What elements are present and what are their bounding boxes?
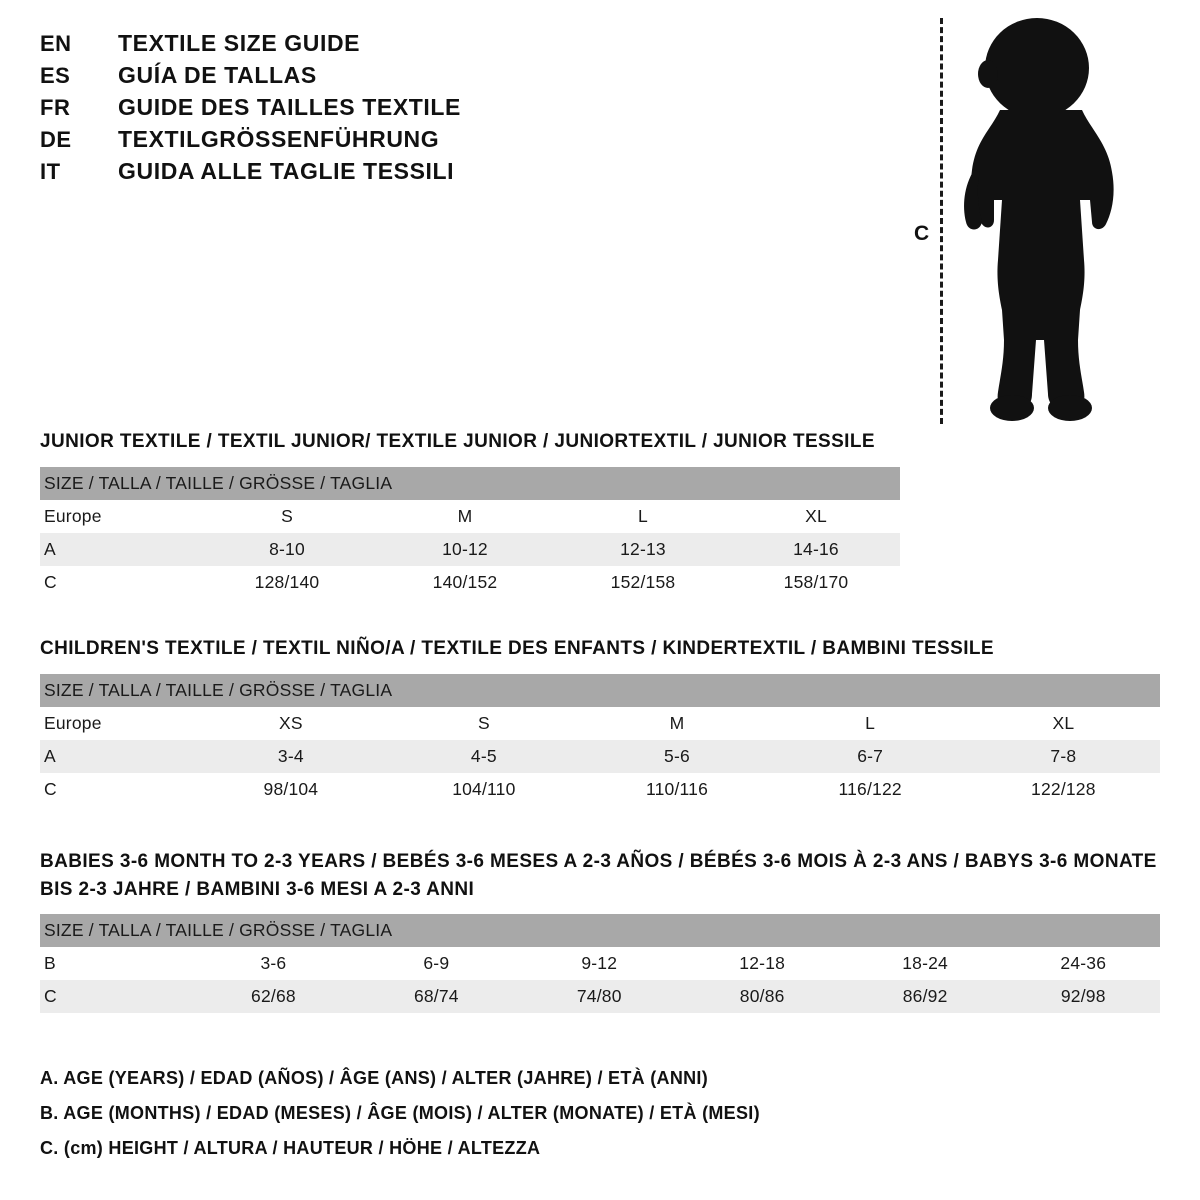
cell-value: 6-9	[355, 947, 518, 980]
language-code: FR	[40, 95, 71, 120]
cell-value: 152/158	[554, 566, 732, 599]
cell-value: 24-36	[1007, 947, 1160, 980]
cell-value: 3-6	[192, 947, 355, 980]
cell-value: 9-12	[518, 947, 681, 980]
row-label: C	[40, 566, 198, 599]
cell-value: 110/116	[580, 773, 773, 806]
language-row	[40, 62, 860, 89]
size-header-label: SIZE / TALLA / TAILLE / GRÖSSE / TAGLIA	[40, 914, 1160, 947]
cell-value: S	[387, 707, 580, 740]
cell-value: 12-13	[554, 533, 732, 566]
cell-value: XL	[732, 500, 900, 533]
section-junior	[40, 428, 1160, 599]
language-code: EN	[40, 31, 72, 56]
row-label: B	[40, 947, 192, 980]
legend-line-b: B. AGE (MONTHS) / EDAD (MESES) / ÂGE (MOIS) / ALTER (MONATE) / ETÀ (MESI)	[40, 1103, 760, 1123]
section-children	[40, 635, 1160, 806]
language-row	[40, 30, 860, 57]
cell-value: 3-4	[194, 740, 387, 773]
cell-value: 158/170	[732, 566, 900, 599]
cell-value: S	[198, 500, 376, 533]
legend-block	[40, 1068, 1140, 1173]
table-row	[40, 740, 1160, 773]
language-row	[40, 94, 860, 121]
language-row	[40, 158, 860, 185]
row-label: A	[40, 740, 194, 773]
language-code: IT	[40, 159, 61, 184]
size-header-label: SIZE / TALLA / TAILLE / GRÖSSE / TAGLIA	[40, 674, 1160, 707]
cell-value: XL	[967, 707, 1160, 740]
table-row	[40, 707, 1160, 740]
row-label: C	[40, 773, 194, 806]
cell-value: 74/80	[518, 980, 681, 1013]
cell-value: 18-24	[844, 947, 1007, 980]
language-title-block	[40, 30, 860, 190]
row-label: Europe	[40, 500, 198, 533]
section-babies	[40, 848, 1160, 1013]
table-row	[40, 980, 1160, 1013]
children-size-table	[40, 674, 1160, 806]
table-row	[40, 566, 900, 599]
language-code: ES	[40, 63, 71, 88]
table-header-row	[40, 914, 1160, 947]
legend-line-a: A. AGE (YEARS) / EDAD (AÑOS) / ÂGE (ANS) / ALTER (JAHRE) / ETÀ (ANNI)	[40, 1068, 709, 1088]
cell-value: L	[774, 707, 967, 740]
section-title: JUNIOR TEXTILE / TEXTIL JUNIOR/ TEXTILE JUNIOR / JUNIORTEXTIL / JUNIOR TESSILE	[40, 431, 875, 452]
cell-value: 98/104	[194, 773, 387, 806]
cell-value: 5-6	[580, 740, 773, 773]
row-label: A	[40, 533, 198, 566]
size-header-label: SIZE / TALLA / TAILLE / GRÖSSE / TAGLIA	[40, 467, 900, 500]
cell-value: L	[554, 500, 732, 533]
language-row	[40, 126, 860, 153]
guide-title: GUÍA DE TALLAS	[118, 62, 317, 88]
cell-value: 6-7	[774, 740, 967, 773]
cell-value: 116/122	[774, 773, 967, 806]
cell-value: 4-5	[387, 740, 580, 773]
table-row	[40, 500, 900, 533]
guide-title: GUIDE DES TAILLES TEXTILE	[118, 94, 461, 120]
cell-value: M	[376, 500, 554, 533]
cell-value: 68/74	[355, 980, 518, 1013]
language-code: DE	[40, 127, 72, 152]
section-title: BABIES 3-6 MONTH TO 2-3 YEARS / BEBÉS 3-6 MESES A 2-3 AÑOS / BÉBÉS 3-6 MOIS À 2-3 ANS / BABYS 3-6 MONATE BIS 2-3 JAHRE / BAMBINI 3-6 MESI A 2-3 ANNI	[40, 851, 1157, 900]
cell-value: 128/140	[198, 566, 376, 599]
babies-size-table	[40, 914, 1160, 1013]
legend-line-c: C. (cm) HEIGHT / ALTURA / HAUTEUR / HÖHE / ALTEZZA	[40, 1138, 541, 1158]
guide-title: TEXTILGRÖSSENFÜHRUNG	[118, 126, 440, 152]
cell-value: 62/68	[192, 980, 355, 1013]
cell-value: 12-18	[681, 947, 844, 980]
cell-value: 14-16	[732, 533, 900, 566]
row-label: C	[40, 980, 192, 1013]
table-header-row	[40, 674, 1160, 707]
height-measure-label: C	[914, 222, 930, 245]
cell-value: 122/128	[967, 773, 1160, 806]
table-row	[40, 947, 1160, 980]
cell-value: 92/98	[1007, 980, 1160, 1013]
cell-value: 8-10	[198, 533, 376, 566]
table-row	[40, 533, 900, 566]
row-label: Europe	[40, 707, 194, 740]
cell-value: M	[580, 707, 773, 740]
cell-value: 10-12	[376, 533, 554, 566]
cell-value: XS	[194, 707, 387, 740]
cell-value: 140/152	[376, 566, 554, 599]
cell-value: 80/86	[681, 980, 844, 1013]
cell-value: 104/110	[387, 773, 580, 806]
table-header-row	[40, 467, 900, 500]
toddler-silhouette-icon	[940, 10, 1140, 422]
cell-value: 86/92	[844, 980, 1007, 1013]
table-row	[40, 773, 1160, 806]
cell-value: 7-8	[967, 740, 1160, 773]
guide-title: TEXTILE SIZE GUIDE	[118, 30, 361, 56]
guide-title: GUIDA ALLE TAGLIE TESSILI	[118, 158, 455, 184]
section-title: CHILDREN'S TEXTILE / TEXTIL NIÑO/A / TEXTILE DES ENFANTS / KINDERTEXTIL / BAMBINI TESSILE	[40, 638, 994, 659]
junior-size-table	[40, 467, 900, 599]
height-figure	[900, 10, 1160, 420]
